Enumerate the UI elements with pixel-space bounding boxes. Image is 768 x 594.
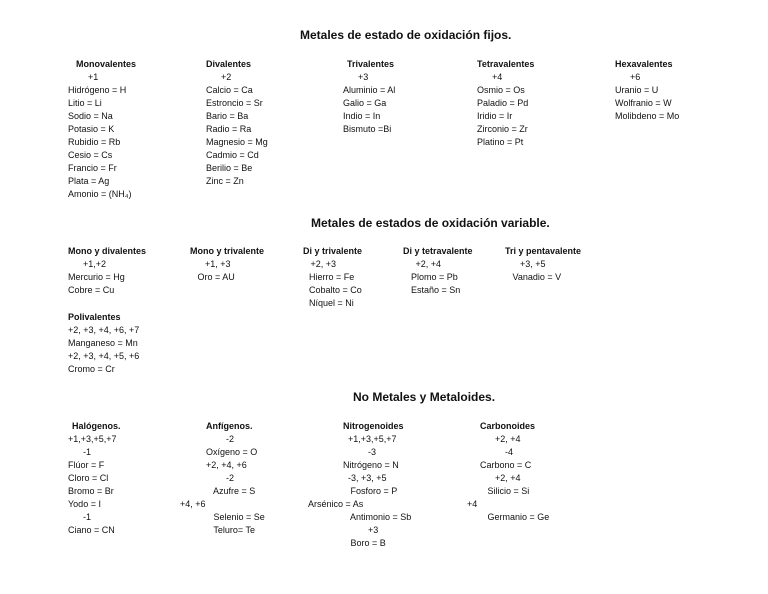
list-item: Antimonio = Sb xyxy=(343,512,412,522)
list-item: Osmio = Os xyxy=(477,85,525,95)
list-item: Galio = Ga xyxy=(343,98,387,108)
list-item: +6 xyxy=(615,72,641,82)
list-item: +2, +4 xyxy=(403,259,442,269)
list-item: Iridio = Ir xyxy=(477,111,513,121)
list-item: Nitrógeno = N xyxy=(343,460,399,470)
group-header: Mono y trivalente xyxy=(190,246,265,256)
group-header: Monovalentes xyxy=(76,59,137,69)
group-header: Nitrogenoides xyxy=(343,421,404,431)
list-item: +1,+3,+5,+7 xyxy=(68,434,117,444)
group-header: Polivalentes xyxy=(68,312,121,322)
list-item: Aluminio = Al xyxy=(343,85,396,95)
list-item: +1, +3 xyxy=(190,259,231,269)
group-header: Halógenos. xyxy=(72,421,121,431)
list-item: Germanio = Ge xyxy=(480,512,550,522)
list-item: +2, +4, +6 xyxy=(206,460,247,470)
group-monovalentes xyxy=(68,58,136,201)
group-header: Di y trivalente xyxy=(303,246,363,256)
arsenico-line: Arsénico = As xyxy=(308,499,364,509)
list-item: Vanadio = V xyxy=(505,272,562,282)
list-item: +1,+2 xyxy=(68,259,107,269)
list-item: -2 xyxy=(206,434,235,444)
section-title-fixed: Metales de estado de oxidación fijos. xyxy=(300,28,512,42)
group-trivalentes xyxy=(343,58,395,136)
list-item: -4 xyxy=(480,447,514,457)
list-item: +3 xyxy=(343,72,369,82)
list-item: Cadmio = Cd xyxy=(206,150,259,160)
group-mono-divalentes xyxy=(68,245,146,297)
list-item: Calcio = Ca xyxy=(206,85,253,95)
list-item: Flúor = F xyxy=(68,460,105,470)
list-item: Plomo = Pb xyxy=(411,272,458,282)
list-item: -1 xyxy=(68,512,92,522)
list-item: Yodo = I xyxy=(68,499,101,509)
list-item: Indio = In xyxy=(343,111,381,121)
group-di-tetravalente xyxy=(403,245,473,297)
list-item: Fosforo = P xyxy=(343,486,398,496)
list-item: Selenio = Se xyxy=(206,512,265,522)
list-item: Cromo = Cr xyxy=(68,364,115,374)
group-hexavalentes xyxy=(615,58,679,123)
list-item: Potasio = K xyxy=(68,124,115,134)
group-header: Di y tetravalente xyxy=(403,246,473,256)
group-header: Tetravalentes xyxy=(477,59,535,69)
list-item: Plata = Ag xyxy=(68,176,110,186)
list-item: Paladio = Pd xyxy=(477,98,529,108)
list-item: +2, +3 xyxy=(303,259,337,269)
list-item: Boro = B xyxy=(343,538,386,548)
group-polivalentes xyxy=(68,311,139,376)
list-item: Bromo = Br xyxy=(68,486,114,496)
list-item: Silicio = Si xyxy=(480,486,530,496)
list-item: +2, +3, +4, +5, +6 xyxy=(68,351,140,361)
list-item: Mercurio = Hg xyxy=(68,272,125,282)
group-nitrogenoides xyxy=(343,420,411,550)
group-mono-trivalente xyxy=(190,245,264,284)
list-item: Hierro = Fe xyxy=(309,272,355,282)
list-item: -2 xyxy=(206,473,235,483)
section-title-variable: Metales de estados de oxidación variable. xyxy=(311,216,550,230)
list-item: Zirconio = Zr xyxy=(477,124,528,134)
list-item: Oxígeno = O xyxy=(206,447,258,457)
group-header: Anfígenos. xyxy=(206,421,253,431)
list-item: -3 xyxy=(343,447,377,457)
list-item: Cesio = Cs xyxy=(68,150,113,160)
group-header: Carbonoides xyxy=(480,421,536,431)
list-item: Cobre = Cu xyxy=(68,285,115,295)
list-item: Estroncio = Sr xyxy=(206,98,263,108)
group-anfigenos xyxy=(206,420,265,537)
list-item: -3, +3, +5 xyxy=(343,473,387,483)
group-tri-pentavalente xyxy=(505,245,581,284)
list-item: Francio = Fr xyxy=(68,163,117,173)
list-item: Litio = Li xyxy=(68,98,102,108)
group-tetravalentes xyxy=(477,58,534,149)
list-item: Ciano = CN xyxy=(68,525,115,535)
list-item: Sodio = Na xyxy=(68,111,113,121)
list-item: Zinc = Zn xyxy=(206,176,244,186)
group-di-trivalente xyxy=(303,245,362,310)
group-header: Trivalentes xyxy=(347,59,395,69)
list-item xyxy=(206,498,265,511)
list-item: Amonio = (NH₄) xyxy=(68,189,132,199)
list-item: +1,+3,+5,+7 xyxy=(343,434,397,444)
list-item: Carbono = C xyxy=(480,460,532,470)
list-item: +1 xyxy=(68,72,99,82)
list-item: -1 xyxy=(68,447,92,457)
list-item: Platino = Pt xyxy=(477,137,524,147)
list-item: Magnesio = Mg xyxy=(206,137,268,147)
group-header: Divalentes xyxy=(206,59,252,69)
list-item: Uranio = U xyxy=(615,85,659,95)
list-item: Bario = Ba xyxy=(206,111,249,121)
list-item: +2, +4 xyxy=(480,434,521,444)
list-item: +2, +4 xyxy=(480,473,521,483)
list-item: Cloro = Cl xyxy=(68,473,109,483)
list-item: +3 xyxy=(343,525,379,535)
group-header: Tri y pentavalente xyxy=(505,246,582,256)
oxidation-state-silicio-extra: +4 xyxy=(467,499,478,509)
list-item: Rubidio = Rb xyxy=(68,137,121,147)
list-item: Estaño = Sn xyxy=(411,285,461,295)
group-header: Mono y divalentes xyxy=(68,246,147,256)
list-item: Wolfranio = W xyxy=(615,98,672,108)
group-header: Hexavalentes xyxy=(615,59,673,69)
group-divalentes xyxy=(206,58,268,188)
list-item: Manganeso = Mn xyxy=(68,338,138,348)
group-halogenos xyxy=(68,420,121,537)
list-item: Oro = AU xyxy=(190,272,235,282)
list-item: Níquel = Ni xyxy=(309,298,354,308)
list-item: Radio = Ra xyxy=(206,124,252,134)
list-item: +3, +5 xyxy=(505,259,546,269)
oxidation-states-azufre-extra: +4, +6 xyxy=(180,499,206,509)
list-item: Bismuto =Bi xyxy=(343,124,392,134)
list-item: Teluro= Te xyxy=(206,525,255,535)
section-title-nonmetals: No Metales y Metaloides. xyxy=(353,390,496,404)
list-item xyxy=(480,498,549,511)
list-item: +2, +3, +4, +6, +7 xyxy=(68,325,140,335)
list-item: Hidrógeno = H xyxy=(68,85,127,95)
list-item: Cobalto = Co xyxy=(309,285,362,295)
list-item: Berilio = Be xyxy=(206,163,253,173)
list-item: +2 xyxy=(206,72,232,82)
list-item: Molibdeno = Mo xyxy=(615,111,680,121)
list-item: +4 xyxy=(477,72,503,82)
list-item: Azufre = S xyxy=(206,486,256,496)
group-carbonoides xyxy=(480,420,549,524)
